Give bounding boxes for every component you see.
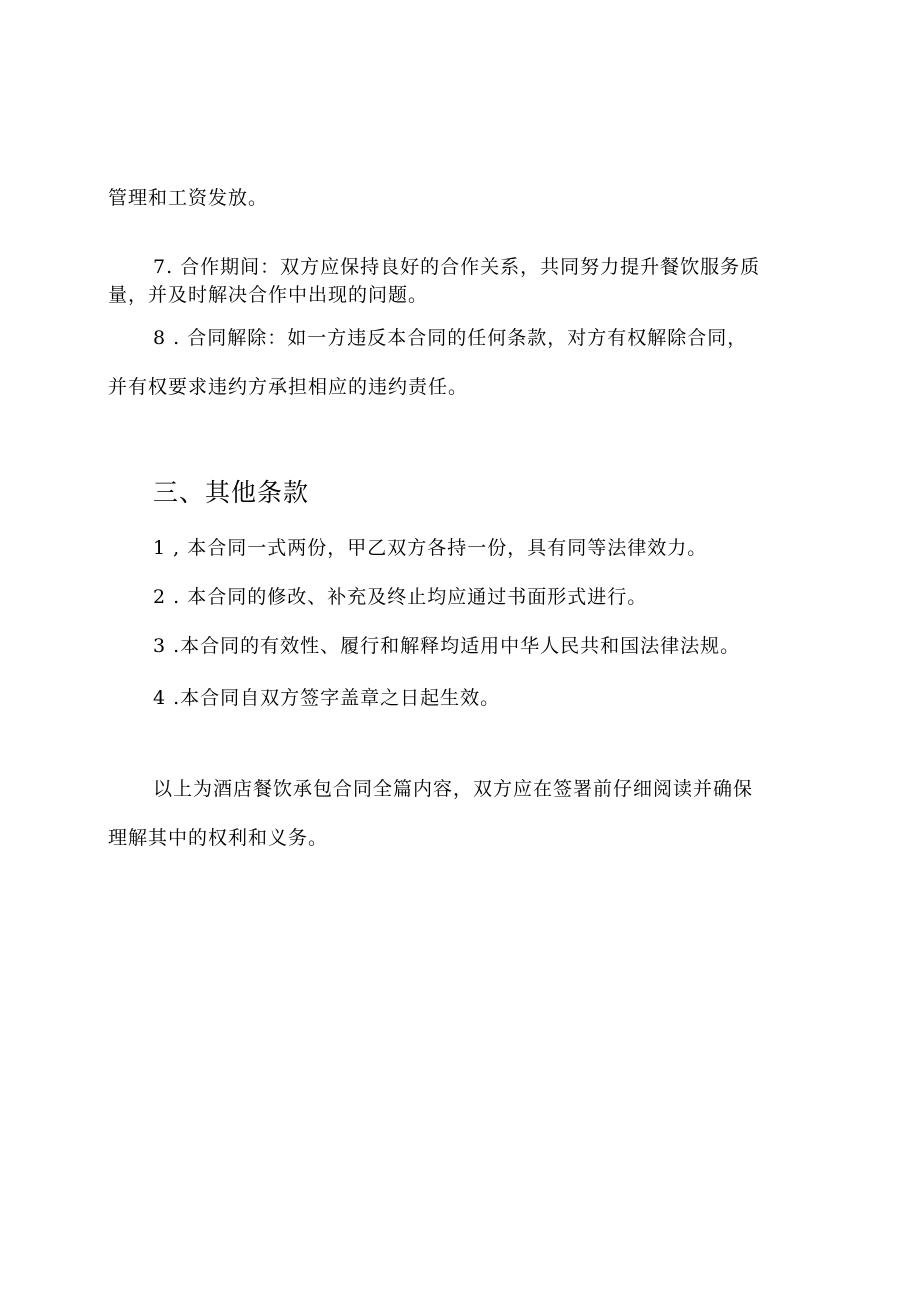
- section-3-item-4: 4 .本合同自双方签字盖章之日起生效。: [153, 687, 501, 709]
- closing-line-1: 以上为酒店餐饮承包合同全篇内容，双方应在签署前仔细阅读并确保: [153, 778, 754, 800]
- clause-8-line-2: 并有权要求违约方承担相应的违约责任。: [108, 376, 469, 398]
- section-3-item-1: 1 , 本合同一式两份，甲乙双方各持一份，具有同等法律效力。: [153, 537, 708, 559]
- section-3-heading: 三、其他条款: [153, 478, 310, 507]
- clause-7-line-2: 量，并及时解决合作中出现的问题。: [108, 284, 429, 306]
- continuation-text: 管理和工资发放。: [108, 187, 269, 209]
- clause-7-line-1: 7. 合作期间：双方应保持良好的合作关系，共同努力提升餐饮服务质: [153, 256, 761, 278]
- clause-8-line-1: 8 . 合同解除：如一方违反本合同的任何条款，对方有权解除合同，: [153, 327, 748, 349]
- section-3-item-2: 2 . 本合同的修改、补充及终止均应通过书面形式进行。: [153, 586, 648, 608]
- closing-line-2: 理解其中的权利和义务。: [108, 827, 329, 849]
- section-3-item-3: 3 .本合同的有效性、履行和解释均适用中华人民共和国法律法规。: [153, 635, 741, 657]
